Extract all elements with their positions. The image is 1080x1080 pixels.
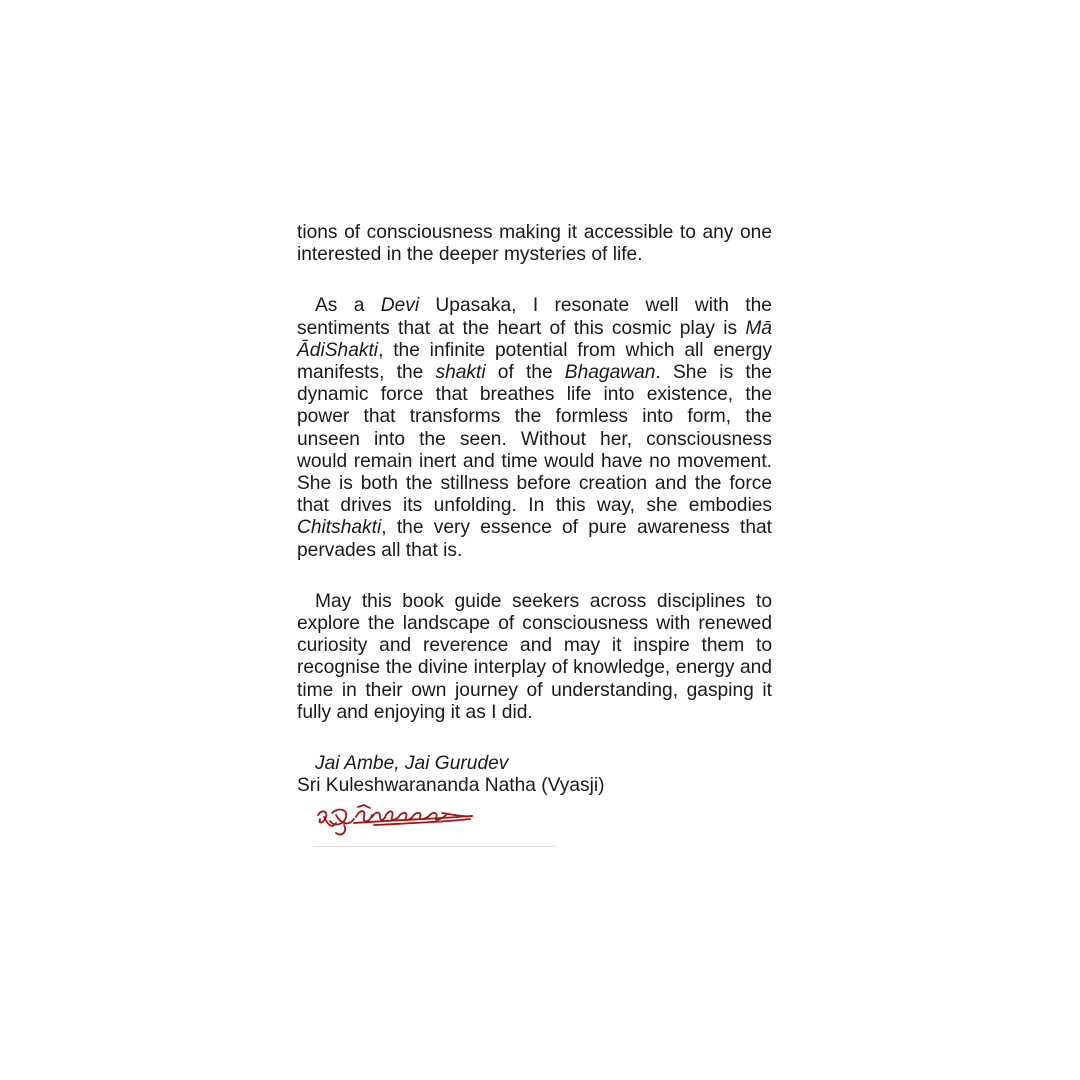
signature <box>314 803 556 847</box>
italic-term: Chitshakti <box>297 517 382 539</box>
author-name: Sri Kuleshwarananda Natha (Vyasji) <box>297 775 605 797</box>
closing-block <box>297 753 772 797</box>
blessing-line: Jai Ambe, Jai Gurudev <box>315 753 509 775</box>
italic-term: Devi <box>380 295 420 317</box>
text-run: As a <box>315 295 381 317</box>
document-page <box>297 222 772 847</box>
italic-term: Mā ĀdiShakti <box>297 317 772 361</box>
text-run: , the infinite potential from which all energy manifests, the <box>297 339 772 384</box>
paragraph-devi-upasaka <box>297 295 772 561</box>
paragraph-continuation <box>297 222 772 266</box>
text-run: tions of consciousness making it accessible to any one interested in the deeper mysteries of life. <box>297 222 772 266</box>
text-run: May this book guide seekers across disciplines to explore the landscape of consciousness with renewed curiosity and reverence and may it inspire them to recognise the divine interplay of knowledge, energy and time in their own journey of understanding, gasping it fully and enjoying it as I did. <box>297 590 772 723</box>
text-run: Upasaka, I resonate well with the sentiments that at the heart of this cosmic play is <box>297 295 772 339</box>
italic-term: shakti <box>435 362 486 384</box>
italic-term: Bhagawan <box>564 362 656 384</box>
text-run: of the <box>485 362 565 384</box>
text-run: , the very essence of pure awareness that pervades all that is. <box>297 517 772 561</box>
signature-image <box>314 803 556 843</box>
signature-baseline <box>314 846 556 847</box>
paragraph-closing-wish <box>297 591 772 724</box>
text-run: . She is the dynamic force that breathes life into existence, the power that transforms the formless into form, the unseen into the seen. Without her, consciousness would remain inert and time would have no movement. She is both the stillness before creation and the force that drives its unfolding. In this way, she embodies <box>297 362 773 517</box>
